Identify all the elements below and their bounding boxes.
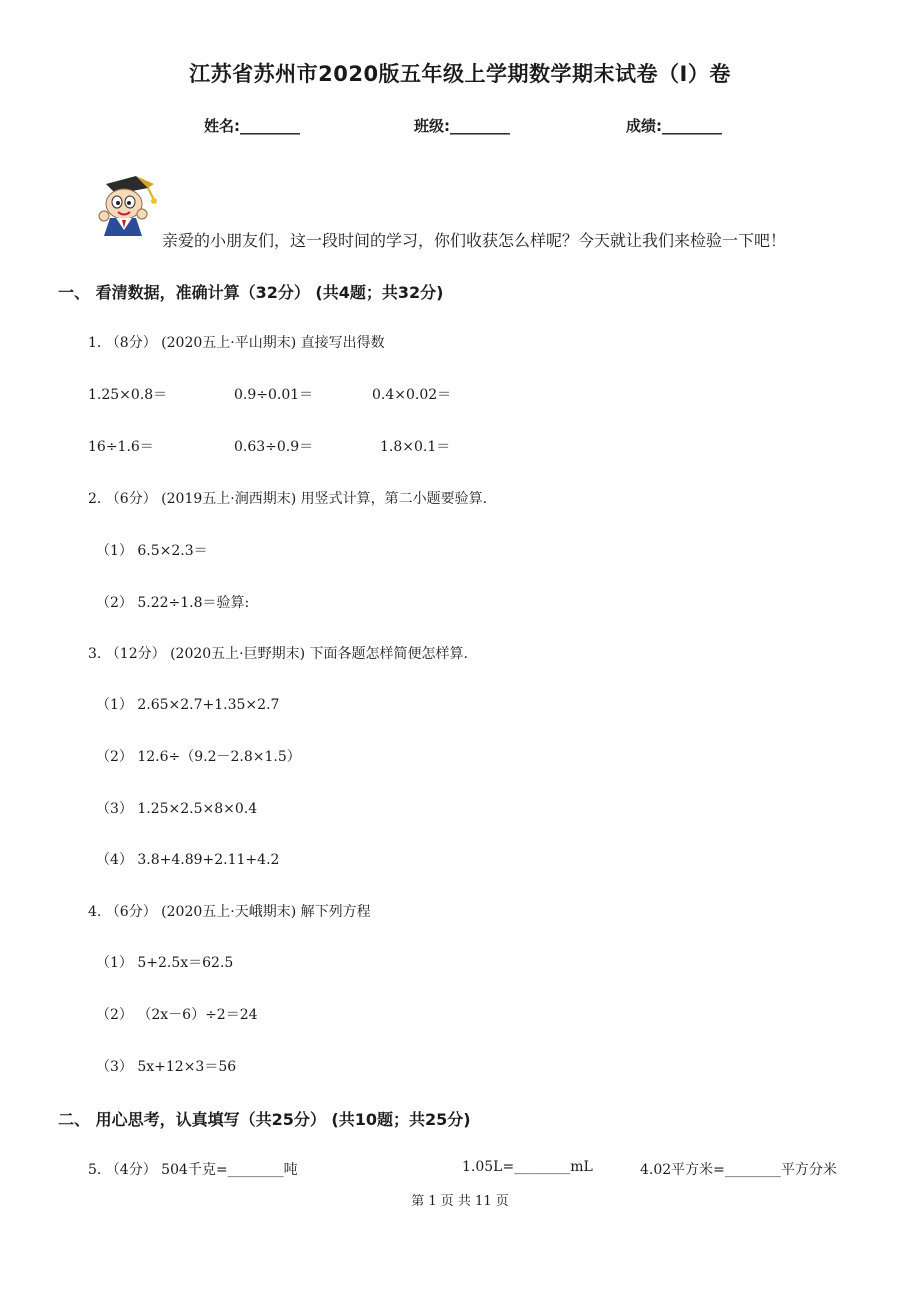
sub-item: （2） 5.22÷1.8＝验算: (96, 595, 250, 611)
sub-item: （1） 2.65×2.7+1.35×2.7 (96, 697, 280, 713)
page-footer: 第 1 页 共 11 页 (411, 1194, 509, 1209)
page-title: 江苏省苏州市2020版五年级上学期数学期末试卷（I）卷 (189, 62, 731, 86)
question-2-header: 2. （6分） (2019五上·涧西期末) 用竖式计算，第二小题要验算. (88, 491, 488, 507)
class-field: 班级:________ (414, 117, 510, 135)
sub-item: （1） 6.5×2.3＝ (96, 543, 208, 559)
question-5-part-3: 4.02平方米=________平方分米 (640, 1162, 837, 1178)
calc-item: 0.63÷0.9＝ (234, 439, 314, 455)
cartoon-mascot-icon (92, 170, 164, 242)
question-4-header: 4. （6分） (2020五上·天峨期末) 解下列方程 (88, 904, 371, 920)
section-heading-1: 一、 看清数据，准确计算（32分） (共4题；共32分) (58, 283, 444, 302)
calc-item: 0.9÷0.01＝ (234, 387, 314, 403)
sub-item: （1） 5+2.5x＝62.5 (96, 955, 234, 971)
question-1-header: 1. （8分） (2020五上·平山期末) 直接写出得数 (88, 335, 385, 351)
question-5-part-1: 5. （4分） 504千克=________吨 (88, 1162, 298, 1178)
sub-item: （3） 1.25×2.5×8×0.4 (96, 801, 258, 817)
greeting-text: 亲爱的小朋友们，这一段时间的学习，你们收获怎么样呢？今天就让我们来检验一下吧！ (162, 231, 787, 250)
calc-item: 16÷1.6＝ (88, 439, 154, 455)
question-3-header: 3. （12分） (2020五上·巨野期末) 下面各题怎样简便怎样算. (88, 646, 468, 662)
section-heading-2: 二、 用心思考，认真填写（共25分） (共10题；共25分) (58, 1110, 471, 1129)
calc-item: 0.4×0.02＝ (372, 387, 452, 403)
score-field: 成绩:________ (626, 117, 722, 135)
calc-item: 1.25×0.8＝ (88, 387, 168, 403)
name-field: 姓名:________ (204, 117, 300, 135)
sub-item: （2） 12.6÷（9.2－2.8×1.5） (96, 749, 301, 765)
sub-item: （4） 3.8+4.89+2.11+4.2 (96, 852, 280, 868)
question-5-part-2: 1.05L=________mL (462, 1159, 593, 1175)
sub-item: （2） （2x－6）÷2＝24 (96, 1007, 258, 1023)
calc-item: 1.8×0.1＝ (380, 439, 451, 455)
sub-item: （3） 5x+12×3＝56 (96, 1059, 237, 1075)
